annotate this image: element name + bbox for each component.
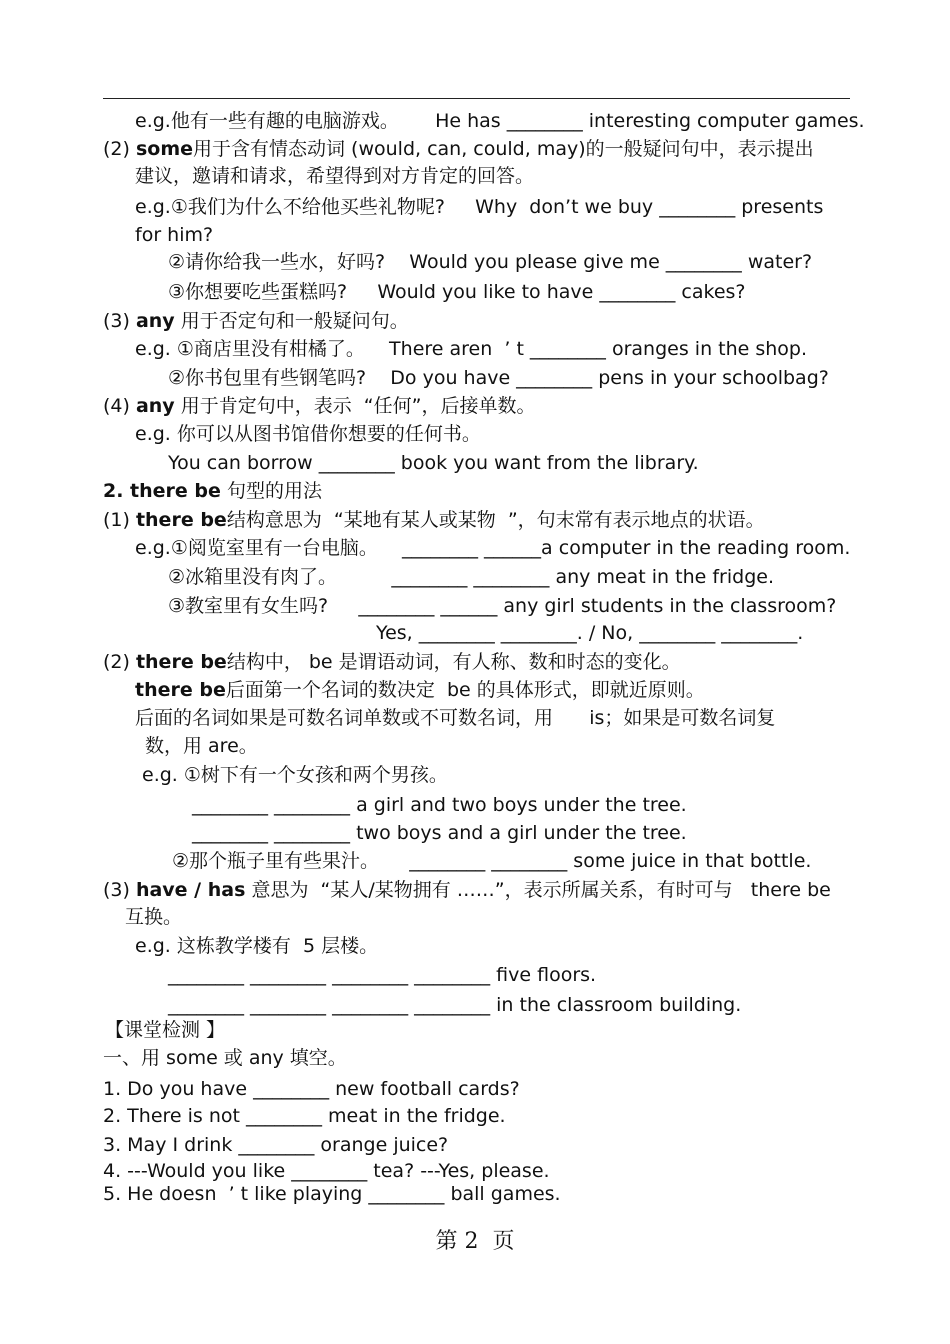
- text-line-28: (3) have / has 意思为 “某人/某物拥有 ……”，表示所属关系，有时可与 there be: [103, 879, 831, 901]
- exercise-item-4: 4. ---Would you like ________ tea? ---Yes, please.: [103, 1160, 550, 1182]
- text-line-31: ________ ________ ________ ________ five floors.: [168, 964, 597, 986]
- text-line-18: ③教室里有女生吗? ________ ______ any girl students in the classroom?: [168, 595, 837, 617]
- text-line-2: (2) some用于含有情态动词 (would, can, could, may)的一般疑问句中，表示提出: [103, 138, 814, 160]
- exercise-item-2: 2. There is not ________ meat in the fridge.: [103, 1105, 506, 1127]
- exercise-instruction: 一、用 some 或 any 填空。: [103, 1047, 347, 1069]
- text-line-13: You can borrow ________ book you want from the library.: [168, 452, 699, 474]
- text-line-3: 建议，邀请和请求，希望得到对方肯定的回答。: [135, 165, 535, 187]
- exercise-item-3: 3. May I drink ________ orange juice?: [103, 1134, 449, 1156]
- text-line-17: ②冰箱里没有肉了。 ________ ________ any meat in the fridge.: [168, 566, 774, 588]
- text-line-29: 互换。: [125, 906, 183, 928]
- exercise-item-5: 5. He doesn ’ t like playing ________ ball games.: [103, 1183, 561, 1205]
- text-line-4: e.g.①我们为什么不给他买些礼物呢? Why don’t we buy ________ presents: [135, 196, 824, 218]
- text-line-8: (3) any 用于否定句和一般疑问句。: [103, 310, 409, 332]
- page-number-footer: 第 2 页: [435, 1229, 515, 1254]
- text-line-30: e.g. 这栋教学楼有 5 层楼。: [135, 935, 379, 957]
- text-line-15: (1) there be结构意思为 “某地有某人或某物 ”，句末常有表示地点的状语。: [103, 509, 765, 531]
- text-line-1: e.g.他有一些有趣的电脑游戏。 He has ________ interesting computer games.: [135, 110, 865, 132]
- text-line-7: ③你想要吃些蛋糕吗? Would you like to have ________ cakes?: [168, 281, 746, 303]
- text-line-27: ②那个瓶子里有些果汁。 ________ ________ some juice in that bottle.: [172, 850, 812, 872]
- section-heading-classroom-test: 【课堂检测 】: [105, 1019, 226, 1041]
- text-line-20: (2) there be结构中， be 是谓语动词，有人称、数和时态的变化。: [103, 651, 681, 673]
- exercise-item-1: 1. Do you have ________ new football cards?: [103, 1078, 520, 1100]
- text-line-21: there be后面第一个名词的数决定 be 的具体形式，即就近原则。: [135, 679, 705, 701]
- section-heading-there-be: 2. there be 句型的用法: [103, 480, 322, 502]
- text-line-9: e.g. ①商店里没有柑橘了。 There aren ’ t ________ oranges in the shop.: [135, 338, 808, 360]
- text-line-6: ②请你给我一些水，好吗? Would you please give me ________ water?: [168, 251, 813, 273]
- text-line-5: for him?: [135, 224, 214, 246]
- text-line-24: e.g. ①树下有一个女孩和两个男孩。: [142, 764, 448, 786]
- text-line-11: (4) any 用于肯定句中，表示 “任何”，后接单数。: [103, 395, 536, 417]
- text-line-19: Yes, ________ ________. / No, ________ ________.: [376, 622, 804, 644]
- text-line-26: ________ ________ two boys and a girl under the tree.: [192, 822, 687, 844]
- text-line-16: e.g.①阅览室里有一台电脑。 ________ ______a computer in the reading room.: [135, 537, 851, 559]
- text-line-12: e.g. 你可以从图书馆借你想要的任何书。: [135, 423, 481, 445]
- text-line-10: ②你书包里有些钢笔吗? Do you have ________ pens in your schoolbag?: [168, 367, 829, 389]
- text-line-32: ________ ________ ________ ________ in the classroom building.: [168, 994, 742, 1016]
- text-line-25: ________ ________ a girl and two boys under the tree.: [192, 794, 687, 816]
- text-line-22: 后面的名词如果是可数名词单数或不可数名词，用 is；如果是可数名词复: [135, 707, 776, 729]
- text-line-23: 数，用 are。: [145, 735, 258, 757]
- top-divider-line: [103, 98, 850, 99]
